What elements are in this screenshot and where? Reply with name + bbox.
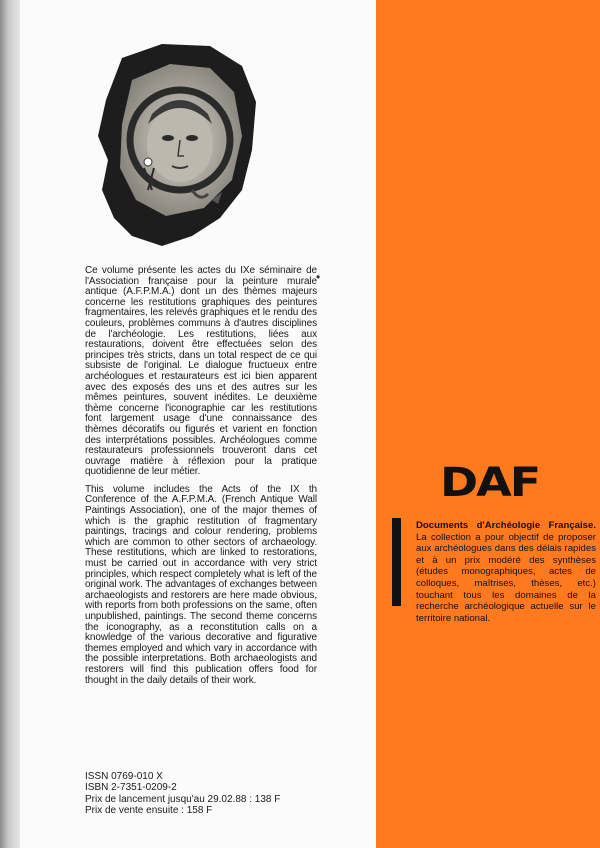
publication-info: [85, 771, 325, 817]
series-description: La collection a pour objectif de proposer aux archéologues dans des délais rapides et à un prix modéré des synthèses (études monographiques, actes de colloques, maîtrises, thèses, etc.) touchant tous les domaines de la recherche archéologique actuelle sur le territoire national.: [416, 531, 596, 624]
isbn-number: ISBN 2-7351-0209-2: [85, 782, 177, 794]
series-description-block: [416, 520, 596, 624]
orange-series-panel: [376, 0, 600, 848]
launch-price: Prix de lancement jusqu'au 29.02.88 : 138 F: [85, 793, 281, 805]
book-spine-shadow: [0, 0, 20, 848]
margin-mark: •: [316, 270, 321, 284]
description-french: Ce volume présente les actes du IXe séminaire de l'Association française pour la peinture murale antique (A.F.P.M.A.) dont un des thèmes majeurs concerne les restitutions graphiques des peintures fragmentaires, les relevés graphiques et le rendu des couleurs, problèmes communs à d'autres disciplines de l'archéologie. Les restitutions, liées aux restaurations, doivent être effectuées selon des principes très stricts, dans un total respect de ce qui subsiste de l'original. Le dialogue fructueux entre archéologues et restaurateurs est ici bien apparent avec des exposés des uns et des autres sur les mêmes peintures, souvent inédites. Le deuxième thème concerne l'iconographie car les restitutions font largement usage d'une connaissance des thèmes décoratifs ou figurés et varient en fonction des interprétations possibles. Archéologues comme restaurateurs professionnels trouveront dans cet ouvrage matière à réflexion pour la pratique quotidienne de leur métier.: [85, 265, 317, 478]
daf-logo: DAF: [440, 458, 540, 506]
back-cover-description: [85, 266, 317, 693]
series-marker-bar: [392, 518, 401, 606]
series-title: Documents d'Archéologie Française.: [416, 520, 596, 531]
regular-price: Prix de vente ensuite : 158 F: [85, 805, 213, 817]
description-english: This volume includes the Acts of the IX th Conference of the A.F.P.M.A. (French Antique Wall Paintings Association), one of the major themes of which is the graphic restitution of fragmentary paintings, tracings and colour rendering, problems which are common to other sectors of archaeology. These restitutions, which are linked to restorations, must be carried out in accordance with very strict principles, which respect completely what is left of the original work. The advantages of exchanges between archaeologists and restorers are here made obvious, with reports from both professions on the same, often unpublished, paintings. The second theme concerns the iconography, as a reconstitution calls on a knowledge of the various decorative and figurative themes employed and which vary in accordance with the possible interpretations. Both archaeologists and restorers will find this publication offers food for thought in the daily details of their work.: [85, 483, 317, 686]
fresco-fragment-image: [92, 40, 260, 248]
issn-number: ISSN 0769-010 X: [85, 771, 163, 782]
